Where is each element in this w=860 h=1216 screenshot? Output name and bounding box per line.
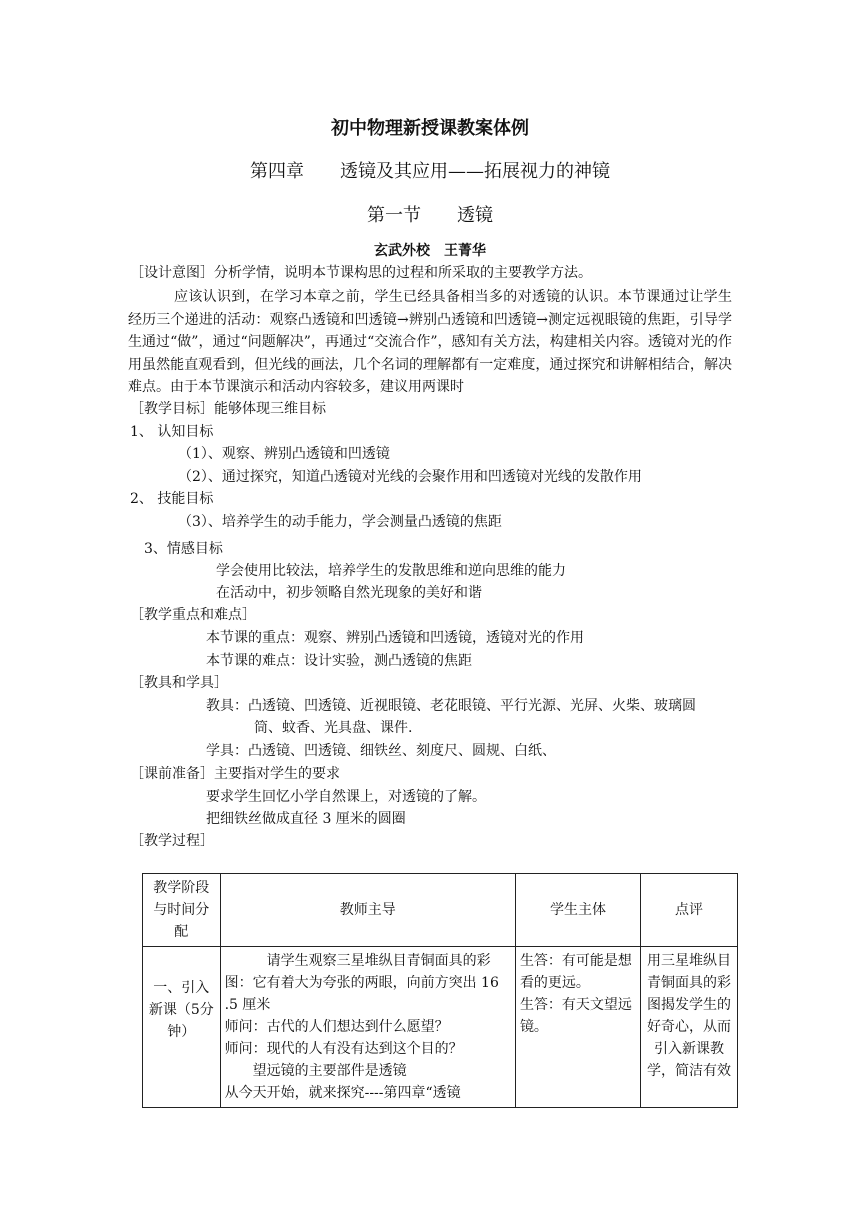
document-title: 初中物理新授课教案体例 xyxy=(331,118,529,139)
header-teacher: 教师主导 xyxy=(220,874,515,947)
teacher-line: 师问：古代的人们想达到什么愿望？ xyxy=(224,1019,449,1035)
section-heading: 第一节 透镜 xyxy=(367,205,493,226)
teacher-line: 请学生观察三星堆纵目青铜面具的彩图：它有着大为夸张的两眼，向前方突出 16 .5 厘米 xyxy=(224,953,499,1013)
goal-skill: 2、 技能目标 xyxy=(130,491,214,507)
table-row xyxy=(143,947,738,1108)
student-line: 生答：有天文望远镜。 xyxy=(519,997,632,1035)
teaching-goals-label: ［教学目标］能够体现三维目标 xyxy=(130,401,326,417)
student-line: 生答：有可能是想看的更远。 xyxy=(519,953,632,991)
chapter-heading: 第四章 透镜及其应用——拓展视力的神镜 xyxy=(250,161,610,182)
teacher-line: 师问：现代的人有没有达到这个目的？ xyxy=(224,1041,463,1057)
preparation-item-2: 把细铁丝做成直径 3 厘米的圆圈 xyxy=(206,811,406,827)
goal-emotion: 3、情感目标 xyxy=(144,541,223,557)
goal-cognitive-item-1: （1）、观察、辨别凸透镜和凹透镜 xyxy=(178,446,390,462)
tools-label: ［教具和学具］ xyxy=(130,675,228,691)
teacher-line: 望远镜的主要部件是透镜 xyxy=(252,1063,407,1079)
table-header-row xyxy=(143,874,738,947)
goal-skill-item: （3）、培养学生的动手能力，学会测量凸透镜的焦距 xyxy=(178,514,502,530)
student-cell xyxy=(515,947,640,1108)
stage-cell: 一、引入新课（5分钟） xyxy=(143,947,221,1108)
goal-cognitive-item-2: （2）、通过探究，知道凸透镜对光线的会聚作用和凹透镜对光线的发散作用 xyxy=(178,469,642,485)
teacher-cell xyxy=(220,947,515,1108)
teacher-line: 从今天开始，就来探究----第四章“透镜 xyxy=(224,1085,461,1101)
goal-emotion-item-2: 在活动中，初步领略自然光现象的美好和谐 xyxy=(216,585,482,601)
author-line: 玄武外校 王菁华 xyxy=(374,243,486,259)
design-intent-paragraph: 应该认识到，在学习本章之前，学生已经具备相当多的对透镜的认识。本节课通过让学生经历三个递进的活动：观察凸透镜和凹透镜→辨别凸透镜和凹透镜→测定远视眼镜的焦距，引导学生通过“做”，通过“问题解决”，再通过“交流合作”，感知有关方法，构建相关内容。透镜对光的作用虽然能直观看到，但光线的画法，几个名词的理解都有一定难度，通过探究和讲解相结合，解决难点。由于本节课演示和活动内容较多，建议用两课时 xyxy=(128,289,732,395)
teacher-tools-line-1: 教具：凸透镜、凹透镜、近视眼镜、老花眼镜、平行光源、光屏、火柴、玻璃圆 xyxy=(206,698,696,714)
preparation-item-1: 要求学生回忆小学自然课上，对透镜的了解。 xyxy=(206,789,486,805)
goal-cognitive: 1、 认知目标 xyxy=(130,424,214,440)
key-point-focus: 本节课的重点：观察、辨别凸透镜和凹透镜，透镜对光的作用 xyxy=(206,630,584,646)
teacher-tools-line-2: 筒、蚊香、光具盘、课件. xyxy=(254,720,413,736)
key-points-label: ［教学重点和难点］ xyxy=(130,607,256,623)
comment-cell: 用三星堆纵目青铜面具的彩图揭发学生的好奇心，从而引入新课教学，简洁有效 xyxy=(640,947,737,1108)
preparation-label: ［课前准备］主要指对学生的要求 xyxy=(130,766,340,782)
process-label: ［教学过程］ xyxy=(130,833,214,849)
design-intent-label: ［设计意图］分析学情，说明本节课构思的过程和所采取的主要教学方法。 xyxy=(130,265,592,281)
header-comment: 点评 xyxy=(640,874,737,947)
teaching-process-table xyxy=(142,873,738,1108)
header-stage: 教学阶段与时间分配 xyxy=(143,874,221,947)
key-point-difficulty: 本节课的难点：设计实验，测凸透镜的焦距 xyxy=(206,653,472,669)
header-student: 学生主体 xyxy=(515,874,640,947)
goal-emotion-item-1: 学会使用比较法，培养学生的发散思维和逆向思维的能力 xyxy=(216,563,566,579)
student-tools: 学具：凸透镜、凹透镜、细铁丝、刻度尺、圆规、白纸、 xyxy=(206,743,556,759)
